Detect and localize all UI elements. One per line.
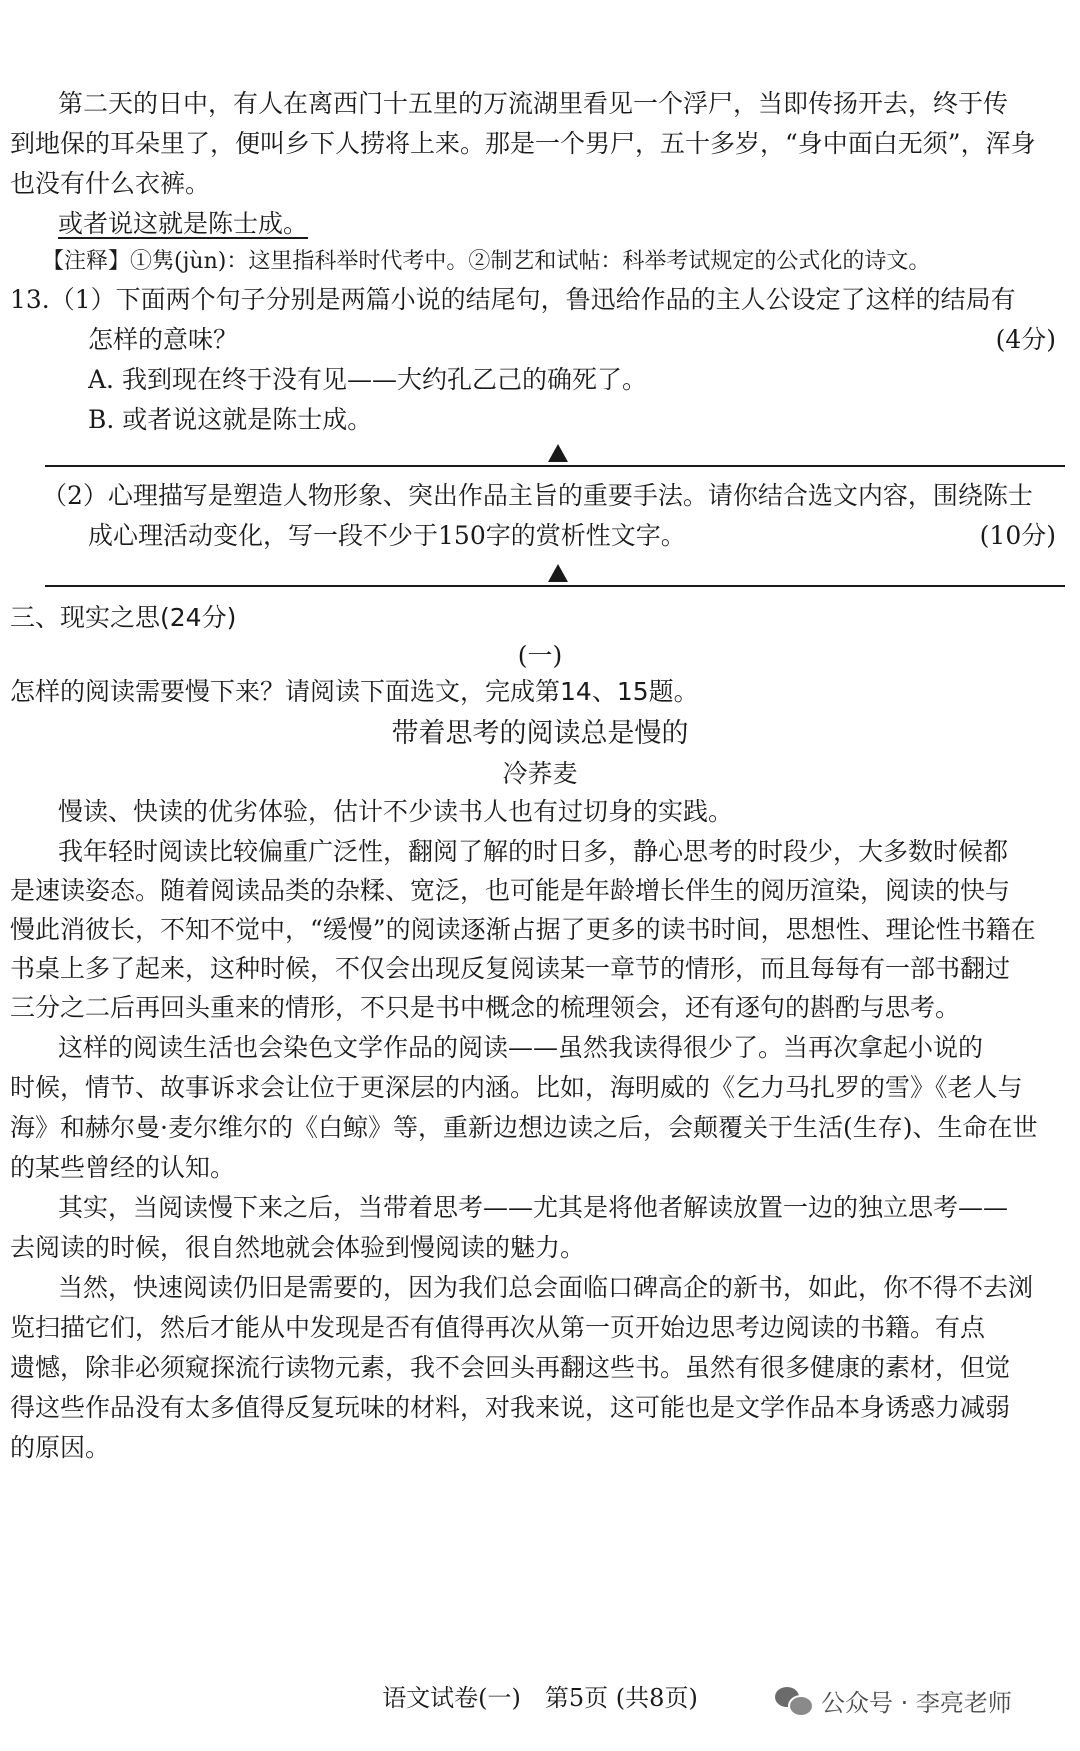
article-line: 遗憾，除非必须窥探流行读物元素，我不会回头再翻这些书。虽然有很多健康的素材，但觉 xyxy=(10,1353,1011,1382)
article-line: 的原因。 xyxy=(10,1433,111,1462)
section-intro: 怎样的阅读需要慢下来？请阅读下面选文，完成第14、15题。 xyxy=(10,677,699,706)
story-final-sentence: 或者说这就是陈士成。 xyxy=(58,209,309,238)
question-13-part1-line2 xyxy=(88,322,1056,362)
story-text-line: 第二天的日中，有人在离西门十五里的万流湖里看见一个浮尸，当即传扬开去，终于传 xyxy=(58,89,1009,118)
article-line: 览扫描它们，然后才能从中发现是否有值得再次从第一页开始边思考边阅读的书籍。有点 xyxy=(10,1313,986,1342)
wechat-icon xyxy=(775,1685,813,1715)
article-line: 时候，情节、故事诉求会让位于更深层的内涵。比如，海明威的《乞力马扎罗的雪》《老人与 xyxy=(10,1073,1023,1102)
subsection-number: (一) xyxy=(517,641,563,670)
answer-triangle-icon xyxy=(548,564,568,582)
story-text-line: 也没有什么衣裤。 xyxy=(10,169,211,198)
answer-line xyxy=(45,465,1065,467)
article-line: 其实，当阅读慢下来之后，当带着思考——尤其是将他者解读放置一边的独立思考—— xyxy=(58,1193,1009,1222)
question-text: 成心理活动变化，写一段不少于150字的赏析性文字。 xyxy=(88,521,686,550)
article-line: 当然，快速阅读仍旧是需要的，因为我们总会面临口碑高企的新书，如此，你不得不去浏 xyxy=(58,1273,1034,1302)
article-line: 慢此消彼长，不知不觉中，“缓慢”的阅读逐渐占据了更多的读书时间，思想性、理论性书籍在 xyxy=(10,915,1036,944)
article-line: 的某些曾经的认知。 xyxy=(10,1153,236,1182)
option-b: B. 或者说这就是陈士成。 xyxy=(88,405,373,434)
article-line: 得这些作品没有太多值得反复玩味的材料，对我来说，这可能也是文学作品本身诱惑力减弱 xyxy=(10,1393,1011,1422)
question-13-part1: 13.（1）下面两个句子分别是两篇小说的结尾句，鲁迅给作品的主人公设定了这样的结局有 xyxy=(10,285,1016,314)
article-line: 三分之二后再回头重来的情形，不只是书中概念的梳理领会，还有逐句的斟酌与思考。 xyxy=(10,993,961,1022)
question-13-part2-line2 xyxy=(88,518,1056,558)
article-line: 我年轻时阅读比较偏重广泛性，翻阅了解的时日多，静心思考的时段少，大多数时候都 xyxy=(58,837,1009,866)
annotation-note: 【注释】①隽(jùn)：这里指科举时代考中。②制艺和试帖：科举考试规定的公式化的诗文。 xyxy=(42,249,931,274)
article-line: 是速读姿态。随着阅读品类的杂糅、宽泛，也可能是年龄增长伴生的阅历渲染，阅读的快与 xyxy=(10,876,1011,905)
article-line: 书桌上多了起来，这种时候，不仅会出现反复阅读某一章节的情形，而且每每有一部书翻过 xyxy=(10,954,1011,983)
score-label: (10分) xyxy=(979,521,1056,550)
watermark-text: 公众号 · 李亮老师 xyxy=(821,1688,1012,1717)
answer-triangle-icon xyxy=(548,444,568,462)
section-heading: 三、现实之思(24分) xyxy=(10,603,237,632)
article-line: 去阅读的时候，很自然地就会体验到慢阅读的魅力。 xyxy=(10,1233,586,1262)
answer-line xyxy=(45,585,1065,587)
article-author: 冷荞麦 xyxy=(502,759,578,788)
watermark xyxy=(775,1680,1012,1720)
question-text: 怎样的意味？ xyxy=(88,325,239,354)
question-13-part2: （2）心理描写是塑造人物形象、突出作品主旨的重要手法。请你结合选文内容，围绕陈士 xyxy=(42,481,1033,510)
story-text-line: 到地保的耳朵里了，便叫乡下人捞将上来。那是一个男尸，五十多岁，“身中面白无须”，浑身 xyxy=(10,129,1036,158)
option-a: A. 我到现在终于没有见——大约孔乙己的确死了。 xyxy=(88,365,647,394)
article-line: 海》和赫尔曼·麦尔维尔的《白鲸》等，重新边想边读之后，会颠覆关于生活(生存)、生命在世 xyxy=(10,1113,1038,1142)
page-footer: 语文试卷(一) 第5页 (共8页) xyxy=(382,1684,698,1712)
article-line: 慢读、快读的优劣体验，估计不少读书人也有过切身的实践。 xyxy=(58,797,734,826)
score-label: (4分) xyxy=(995,325,1056,354)
article-title: 带着思考的阅读总是慢的 xyxy=(391,718,689,749)
article-line: 这样的阅读生活也会染色文学作品的阅读——虽然我读得很少了。当再次拿起小说的 xyxy=(58,1033,984,1062)
